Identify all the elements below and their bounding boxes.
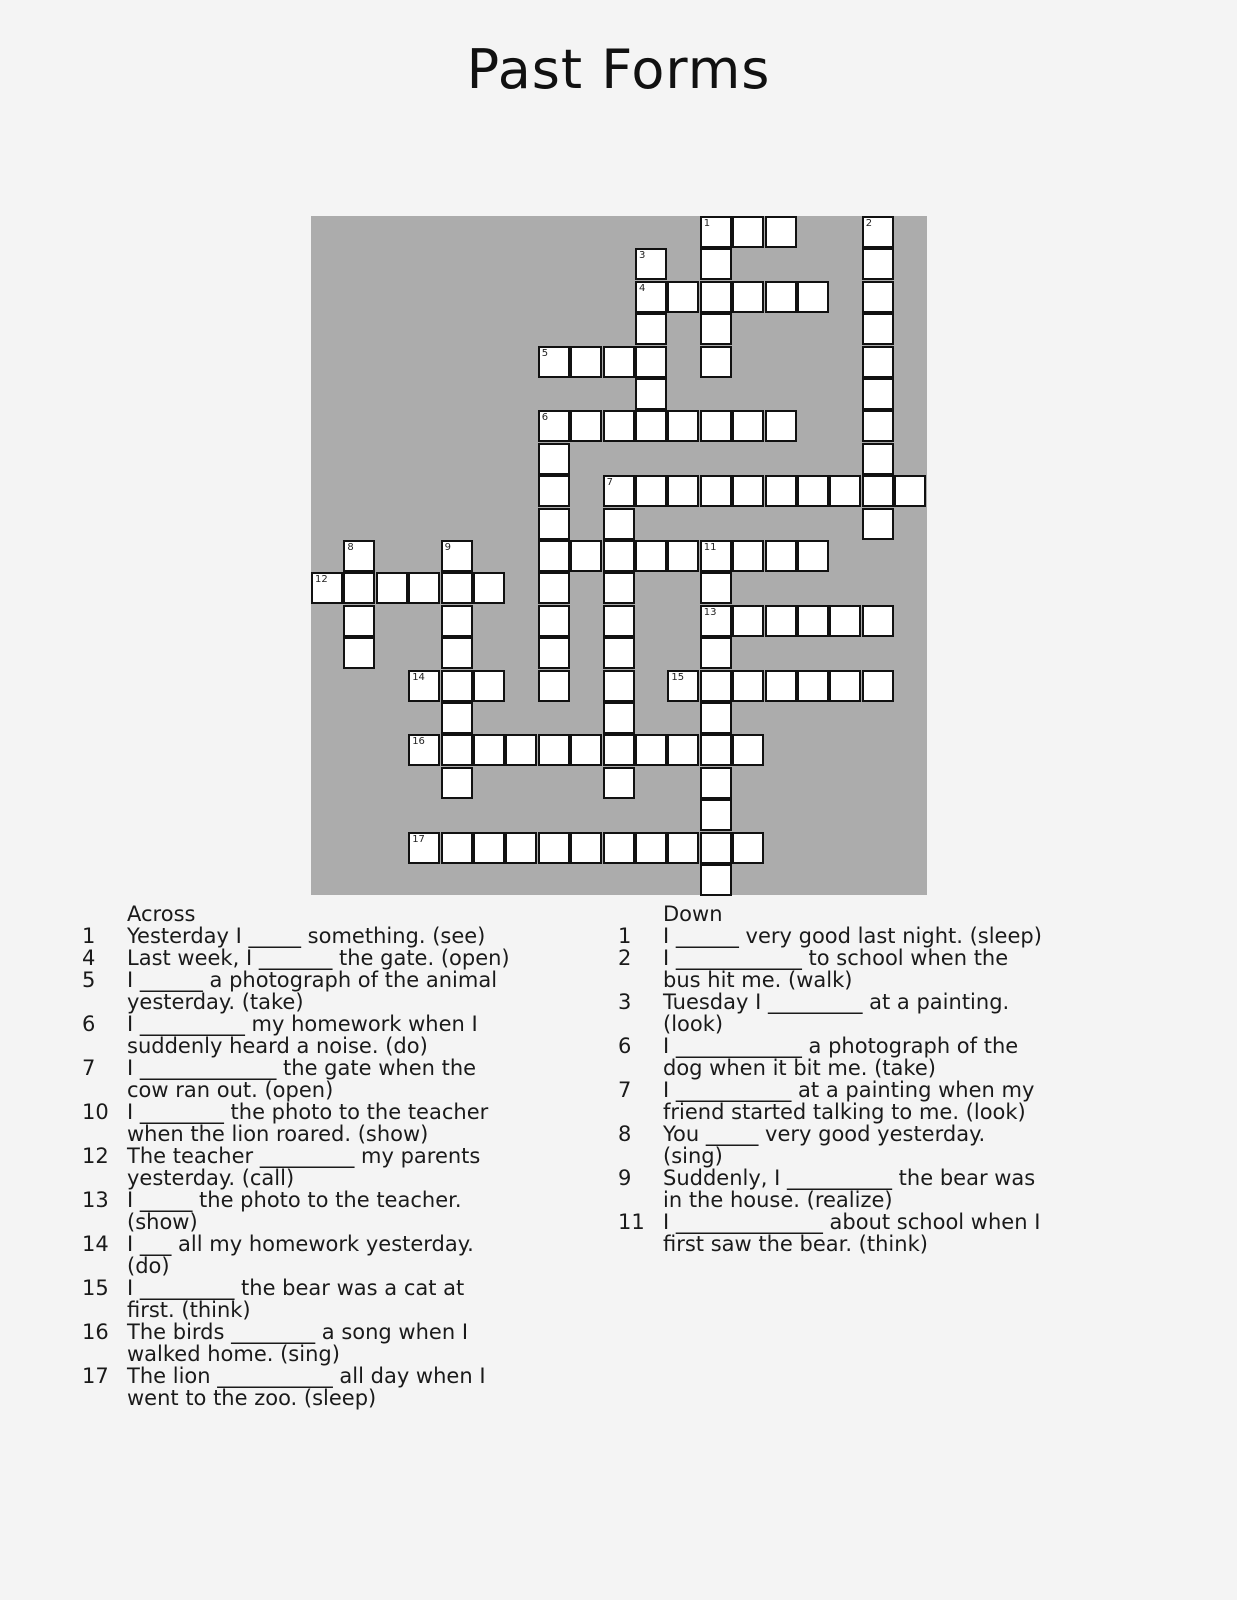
grid-cell[interactable]	[765, 605, 797, 637]
grid-cell[interactable]	[570, 540, 602, 572]
grid-cell[interactable]	[441, 670, 473, 702]
grid-cell[interactable]	[408, 734, 440, 766]
cell-number: 4	[639, 282, 646, 294]
clue-number: 16	[82, 1320, 109, 1344]
clue-number: 7	[618, 1078, 632, 1102]
grid-cell[interactable]	[635, 832, 667, 864]
across-clues	[78, 903, 548, 1409]
grid-cell[interactable]	[765, 475, 797, 507]
grid-cell[interactable]	[667, 410, 699, 442]
grid-cell[interactable]	[732, 216, 764, 248]
clue-text: I ________ the photo to the teacher when the lion roared. (show)	[127, 1100, 489, 1146]
clue-text: Last week, I _______ the gate. (open)	[127, 946, 510, 970]
clue-number: 10	[82, 1100, 109, 1124]
grid-cell[interactable]	[894, 475, 926, 507]
grid-cell[interactable]	[862, 346, 894, 378]
cell-number: 1	[703, 218, 711, 229]
grid-cell[interactable]	[441, 540, 473, 572]
grid-cell[interactable]	[570, 346, 602, 378]
grid-cell[interactable]	[700, 281, 732, 313]
clue-number: 4	[82, 946, 96, 970]
cell-number: 11	[703, 542, 717, 553]
grid-cell[interactable]	[441, 637, 473, 669]
cell-number: 2	[865, 218, 873, 229]
grid-cell[interactable]	[538, 508, 570, 540]
clue-item	[78, 925, 548, 947]
grid-cell[interactable]	[603, 508, 635, 540]
grid-cell[interactable]	[700, 346, 732, 378]
grid-cell[interactable]	[700, 702, 732, 734]
grid-cell[interactable]	[343, 540, 375, 572]
grid-cell[interactable]	[700, 734, 732, 766]
grid-cell[interactable]	[797, 605, 829, 637]
clue-text: The lion ___________ all day when I went to the zoo. (sleep)	[127, 1364, 486, 1410]
grid-cell[interactable]	[603, 767, 635, 799]
grid-cell[interactable]	[732, 281, 764, 313]
clue-number: 15	[82, 1276, 109, 1300]
grid-cell[interactable]	[441, 734, 473, 766]
cell-number: 8	[347, 542, 354, 553]
clue-item	[614, 947, 1084, 991]
clue-text: You _____ very good yesterday. (sing)	[663, 1122, 986, 1168]
clue-number: 5	[82, 968, 96, 992]
grid-cell[interactable]	[862, 410, 894, 442]
grid-cell[interactable]	[700, 864, 732, 896]
clue-item	[78, 1145, 548, 1189]
grid-cell[interactable]	[538, 475, 570, 507]
grid-cell[interactable]	[829, 670, 861, 702]
clue-item	[78, 1233, 548, 1277]
clue-number: 17	[82, 1364, 109, 1388]
grid-cell[interactable]	[505, 832, 537, 864]
grid-cell[interactable]	[667, 475, 699, 507]
clue-number: 2	[618, 946, 632, 970]
clue-item	[614, 925, 1084, 947]
grid-cell[interactable]	[441, 767, 473, 799]
grid-cell[interactable]	[635, 346, 667, 378]
grid-cell[interactable]	[570, 410, 602, 442]
grid-cell[interactable]	[441, 702, 473, 734]
grid-cell[interactable]	[473, 572, 505, 604]
clue-item	[614, 991, 1084, 1035]
grid-cell[interactable]	[700, 540, 732, 572]
grid-cell[interactable]	[603, 540, 635, 572]
clue-text: I ______________ about school when I first saw the bear. (think)	[663, 1210, 1041, 1256]
clue-item	[78, 1189, 548, 1233]
grid-cell[interactable]	[441, 832, 473, 864]
clue-item	[78, 1277, 548, 1321]
grid-cell[interactable]	[700, 410, 732, 442]
clue-item	[78, 1365, 548, 1409]
clue-text: I _________ the bear was a cat at first. (think)	[127, 1276, 465, 1322]
cell-number: 3	[639, 250, 646, 262]
clue-text: Yesterday I _____ something. (see)	[127, 924, 486, 948]
grid-cell[interactable]	[635, 734, 667, 766]
grid-cell[interactable]	[441, 572, 473, 604]
down-clues	[614, 903, 1084, 1255]
clue-number: 13	[82, 1188, 109, 1212]
grid-cell[interactable]	[538, 605, 570, 637]
grid-cell[interactable]	[765, 540, 797, 572]
grid-cell[interactable]	[408, 670, 440, 702]
grid-cell[interactable]	[441, 605, 473, 637]
grid-cell[interactable]	[538, 670, 570, 702]
clue-text: I ___________ at a painting when my friend started talking to me. (look)	[663, 1078, 1035, 1124]
clue-number: 7	[82, 1056, 96, 1080]
clue-item	[78, 947, 548, 969]
grid-cell[interactable]	[538, 734, 570, 766]
clue-number: 1	[618, 924, 632, 948]
across-heading: Across	[127, 902, 196, 926]
grid-cell[interactable]	[343, 637, 375, 669]
grid-cell[interactable]	[765, 216, 797, 248]
clue-text: I _____________ the gate when the cow ran out. (open)	[127, 1056, 477, 1102]
grid-cell[interactable]	[603, 605, 635, 637]
grid-cell[interactable]	[862, 605, 894, 637]
grid-cell[interactable]	[797, 281, 829, 313]
grid-cell[interactable]	[311, 572, 343, 604]
grid-cell[interactable]	[667, 832, 699, 864]
clue-text: The birds ________ a song when I walked home. (sing)	[127, 1320, 469, 1366]
grid-cell[interactable]	[603, 637, 635, 669]
cell-number: 15	[671, 671, 685, 683]
cell-number: 16	[412, 736, 425, 748]
crossword-grid	[311, 216, 927, 895]
cell-number: 14	[412, 671, 425, 683]
grid-cell[interactable]	[700, 216, 732, 248]
cell-number: 5	[541, 347, 549, 359]
cell-number: 6	[541, 412, 549, 424]
grid-cell[interactable]	[603, 572, 635, 604]
grid-cell[interactable]	[603, 702, 635, 734]
grid-cell[interactable]	[862, 475, 894, 507]
clue-text: I __________ my homework when I suddenly heard a noise. (do)	[127, 1012, 478, 1058]
grid-cell[interactable]	[667, 734, 699, 766]
grid-cell[interactable]	[603, 475, 635, 507]
grid-cell[interactable]	[700, 605, 732, 637]
clue-item	[78, 1101, 548, 1145]
grid-cell[interactable]	[732, 734, 764, 766]
grid-cell[interactable]	[700, 313, 732, 345]
grid-cell[interactable]	[667, 670, 699, 702]
grid-cell[interactable]	[635, 281, 667, 313]
clue-number: 14	[82, 1232, 109, 1256]
grid-cell[interactable]	[732, 540, 764, 572]
cell-number: 13	[703, 606, 717, 618]
grid-cell[interactable]	[765, 281, 797, 313]
grid-cell[interactable]	[732, 475, 764, 507]
clue-text: I ______ very good last night. (sleep)	[663, 924, 1042, 948]
down-heading: Down	[663, 902, 723, 926]
clue-number: 6	[82, 1012, 96, 1036]
grid-cell[interactable]	[376, 572, 408, 604]
clue-number: 12	[82, 1144, 109, 1168]
grid-cell[interactable]	[829, 475, 861, 507]
cell-number: 7	[606, 477, 613, 489]
grid-cell[interactable]	[700, 832, 732, 864]
grid-cell[interactable]	[505, 734, 537, 766]
clue-text: The teacher _________ my parents yesterday. (call)	[127, 1144, 481, 1190]
grid-cell[interactable]	[538, 410, 570, 442]
grid-cell[interactable]	[732, 605, 764, 637]
grid-cell[interactable]	[603, 346, 635, 378]
clue-item	[78, 1013, 548, 1057]
grid-cell[interactable]	[765, 670, 797, 702]
grid-cell[interactable]	[862, 248, 894, 280]
grid-cell[interactable]	[862, 378, 894, 410]
clue-number: 1	[82, 924, 96, 948]
clue-item	[614, 1167, 1084, 1211]
grid-cell[interactable]	[473, 670, 505, 702]
clue-text: I ___ all my homework yesterday. (do)	[127, 1232, 474, 1278]
grid-cell[interactable]	[700, 248, 732, 280]
grid-cell[interactable]	[797, 475, 829, 507]
grid-cell[interactable]	[603, 410, 635, 442]
grid-cell[interactable]	[603, 734, 635, 766]
grid-cell[interactable]	[603, 670, 635, 702]
grid-cell[interactable]	[862, 281, 894, 313]
clue-item	[78, 1321, 548, 1365]
clue-item	[614, 1035, 1084, 1079]
grid-cell[interactable]	[732, 410, 764, 442]
clue-text: I ______ a photograph of the animal yesterday. (take)	[127, 968, 498, 1014]
clue-item	[78, 1057, 548, 1101]
grid-cell[interactable]	[635, 540, 667, 572]
grid-cell[interactable]	[700, 572, 732, 604]
grid-cell[interactable]	[408, 832, 440, 864]
grid-cell[interactable]	[700, 767, 732, 799]
grid-cell[interactable]	[797, 670, 829, 702]
grid-cell[interactable]	[765, 410, 797, 442]
grid-cell[interactable]	[473, 832, 505, 864]
grid-cell[interactable]	[732, 832, 764, 864]
grid-cell[interactable]	[570, 734, 602, 766]
grid-cell[interactable]	[538, 637, 570, 669]
cell-number: 9	[444, 542, 451, 553]
grid-cell[interactable]	[343, 605, 375, 637]
grid-cell[interactable]	[343, 572, 375, 604]
grid-cell[interactable]	[635, 378, 667, 410]
clue-item	[614, 1079, 1084, 1123]
grid-cell[interactable]	[700, 475, 732, 507]
grid-cell[interactable]	[667, 540, 699, 572]
clue-number: 3	[618, 990, 632, 1014]
grid-cell[interactable]	[635, 475, 667, 507]
clue-number: 11	[618, 1210, 645, 1234]
page-title: Past Forms	[466, 38, 771, 101]
grid-cell[interactable]	[635, 313, 667, 345]
grid-cell[interactable]	[797, 540, 829, 572]
cell-number: 12	[315, 574, 328, 586]
clue-text: I _____ the photo to the teacher. (show)	[127, 1188, 462, 1234]
grid-cell[interactable]	[862, 443, 894, 475]
clue-text: Tuesday I _________ at a painting. (look)	[663, 990, 1010, 1036]
grid-cell[interactable]	[538, 832, 570, 864]
clue-text: Suddenly, I __________ the bear was in the house. (realize)	[663, 1166, 1036, 1212]
grid-cell[interactable]	[570, 832, 602, 864]
grid-cell[interactable]	[700, 670, 732, 702]
grid-cell[interactable]	[732, 670, 764, 702]
clue-text: I ____________ a photograph of the dog when it bit me. (take)	[663, 1034, 1019, 1080]
cell-number: 17	[412, 833, 425, 845]
grid-cell[interactable]	[538, 346, 570, 378]
clue-number: 9	[618, 1166, 632, 1190]
grid-cell[interactable]	[862, 670, 894, 702]
grid-cell[interactable]	[862, 216, 894, 248]
grid-cell[interactable]	[862, 313, 894, 345]
grid-cell[interactable]	[538, 540, 570, 572]
grid-cell[interactable]	[862, 508, 894, 540]
grid-cell[interactable]	[700, 799, 732, 831]
grid-cell[interactable]	[473, 734, 505, 766]
clue-item	[614, 1123, 1084, 1167]
grid-cell[interactable]	[603, 832, 635, 864]
grid-cell[interactable]	[538, 572, 570, 604]
clue-item	[78, 969, 548, 1013]
clue-text: I ____________ to school when the bus hit me. (walk)	[663, 946, 1009, 992]
grid-cell[interactable]	[408, 572, 440, 604]
grid-cell[interactable]	[667, 281, 699, 313]
clue-item	[614, 1211, 1084, 1255]
clue-number: 8	[618, 1122, 632, 1146]
grid-cell[interactable]	[700, 637, 732, 669]
grid-cell[interactable]	[538, 443, 570, 475]
grid-cell[interactable]	[635, 248, 667, 280]
grid-cell[interactable]	[635, 410, 667, 442]
grid-cell[interactable]	[829, 605, 861, 637]
clue-number: 6	[618, 1034, 632, 1058]
